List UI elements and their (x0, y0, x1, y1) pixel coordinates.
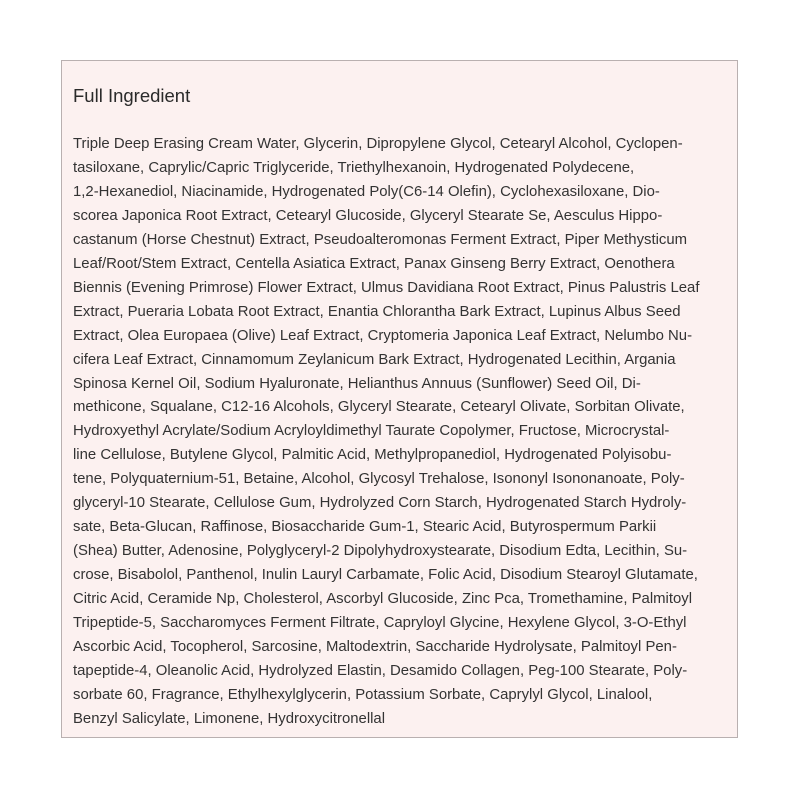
ingredient-line: (Shea) Butter, Adenosine, Polyglyceryl-2 Dipolyhydroxystearate, Disodium Edta, Lecithin, Su- (73, 543, 688, 560)
ingredient-line: Extract, Olea Europaea (Olive) Leaf Extract, Cryptomeria Japonica Leaf Extract, Nelumbo Nu- (73, 327, 693, 344)
ingredient-line: Spinosa Kernel Oil, Sodium Hyaluronate, Helianthus Annuus (Sunflower) Seed Oil, Di- (73, 375, 641, 392)
panel-title: Full Ingredient (73, 85, 191, 106)
ingredient-panel (61, 60, 738, 738)
ingredient-line: sate, Beta-Glucan, Raffinose, Biosaccharide Gum-1, Stearic Acid, Butyrospermum Parkii (73, 519, 657, 536)
ingredient-line: Triple Deep Erasing Cream Water, Glycerin, Dipropylene Glycol, Cetearyl Alcohol, Cyclopen- (73, 136, 683, 152)
ingredient-line: tapeptide-4, Oleanolic Acid, Hydrolyzed Elastin, Desamido Collagen, Peg-100 Stearate, Poly- (73, 662, 688, 679)
ingredient-line: tasiloxane, Caprylic/Capric Triglyceride, Triethylhexanoin, Hydrogenated Polydecene, (73, 159, 635, 176)
ingredient-line: crose, Bisabolol, Panthenol, Inulin Lauryl Carbamate, Folic Acid, Disodium Stearoyl Glutamate, (73, 567, 698, 584)
ingredient-line: cifera Leaf Extract, Cinnamomum Zeylanicum Bark Extract, Hydrogenated Lecithin, Argania (73, 351, 676, 368)
ingredient-line: castanum (Horse Chestnut) Extract, Pseudoalteromonas Ferment Extract, Piper Methysticum (73, 231, 688, 248)
ingredient-line: Tripeptide-5, Saccharomyces Ferment Filtrate, Capryloyl Glycine, Hexylene Glycol, 3-O-Ethyl (73, 615, 687, 632)
ingredient-line: glyceryl-10 Stearate, Cellulose Gum, Hydrolyzed Corn Starch, Hydrogenated Starch Hydroly- (73, 495, 687, 512)
ingredient-line: Biennis (Evening Primrose) Flower Extract, Ulmus Davidiana Root Extract, Pinus Palustris Leaf (73, 279, 700, 296)
ingredient-line: tene, Polyquaternium-51, Betaine, Alcohol, Glycosyl Trehalose, Isononyl Isononanoate, Poly- (73, 471, 685, 488)
ingredient-line: Benzyl Salicylate, Limonene, Hydroxycitronellal (73, 710, 386, 727)
ingredient-line: Extract, Pueraria Lobata Root Extract, Enantia Chlorantha Bark Extract, Lupinus Albus Seed (73, 303, 681, 320)
ingredient-line: 1,2-Hexanediol, Niacinamide, Hydrogenated Poly(C6-14 Olefin), Cyclohexasiloxane, Dio- (73, 183, 660, 200)
ingredient-line: sorbate 60, Fragrance, Ethylhexylglycerin, Potassium Sorbate, Caprylyl Glycol, Linalool, (73, 686, 653, 703)
ingredient-line: line Cellulose, Butylene Glycol, Palmitic Acid, Methylpropanediol, Hydrogenated Polyisobu- (73, 447, 672, 464)
ingredient-line: scorea Japonica Root Extract, Cetearyl Glucoside, Glyceryl Stearate Se, Aesculus Hippo- (73, 207, 663, 224)
ingredient-line: methicone, Squalane, C12-16 Alcohols, Glyceryl Stearate, Cetearyl Olivate, Sorbitan Olivate, (73, 399, 685, 416)
ingredient-line: Citric Acid, Ceramide Np, Cholesterol, Ascorbyl Glucoside, Zinc Pca, Tromethamine, Palmitoyl (73, 591, 693, 608)
ingredient-line: Leaf/Root/Stem Extract, Centella Asiatica Extract, Panax Ginseng Berry Extract, Oenothera (73, 255, 675, 272)
ingredient-list (73, 133, 738, 732)
ingredient-line: Ascorbic Acid, Tocopherol, Sarcosine, Maltodextrin, Saccharide Hydrolysate, Palmitoyl Pen- (73, 639, 677, 656)
ingredient-line: Hydroxyethyl Acrylate/Sodium Acryloyldimethyl Taurate Copolymer, Fructose, Microcrystal- (73, 423, 670, 440)
